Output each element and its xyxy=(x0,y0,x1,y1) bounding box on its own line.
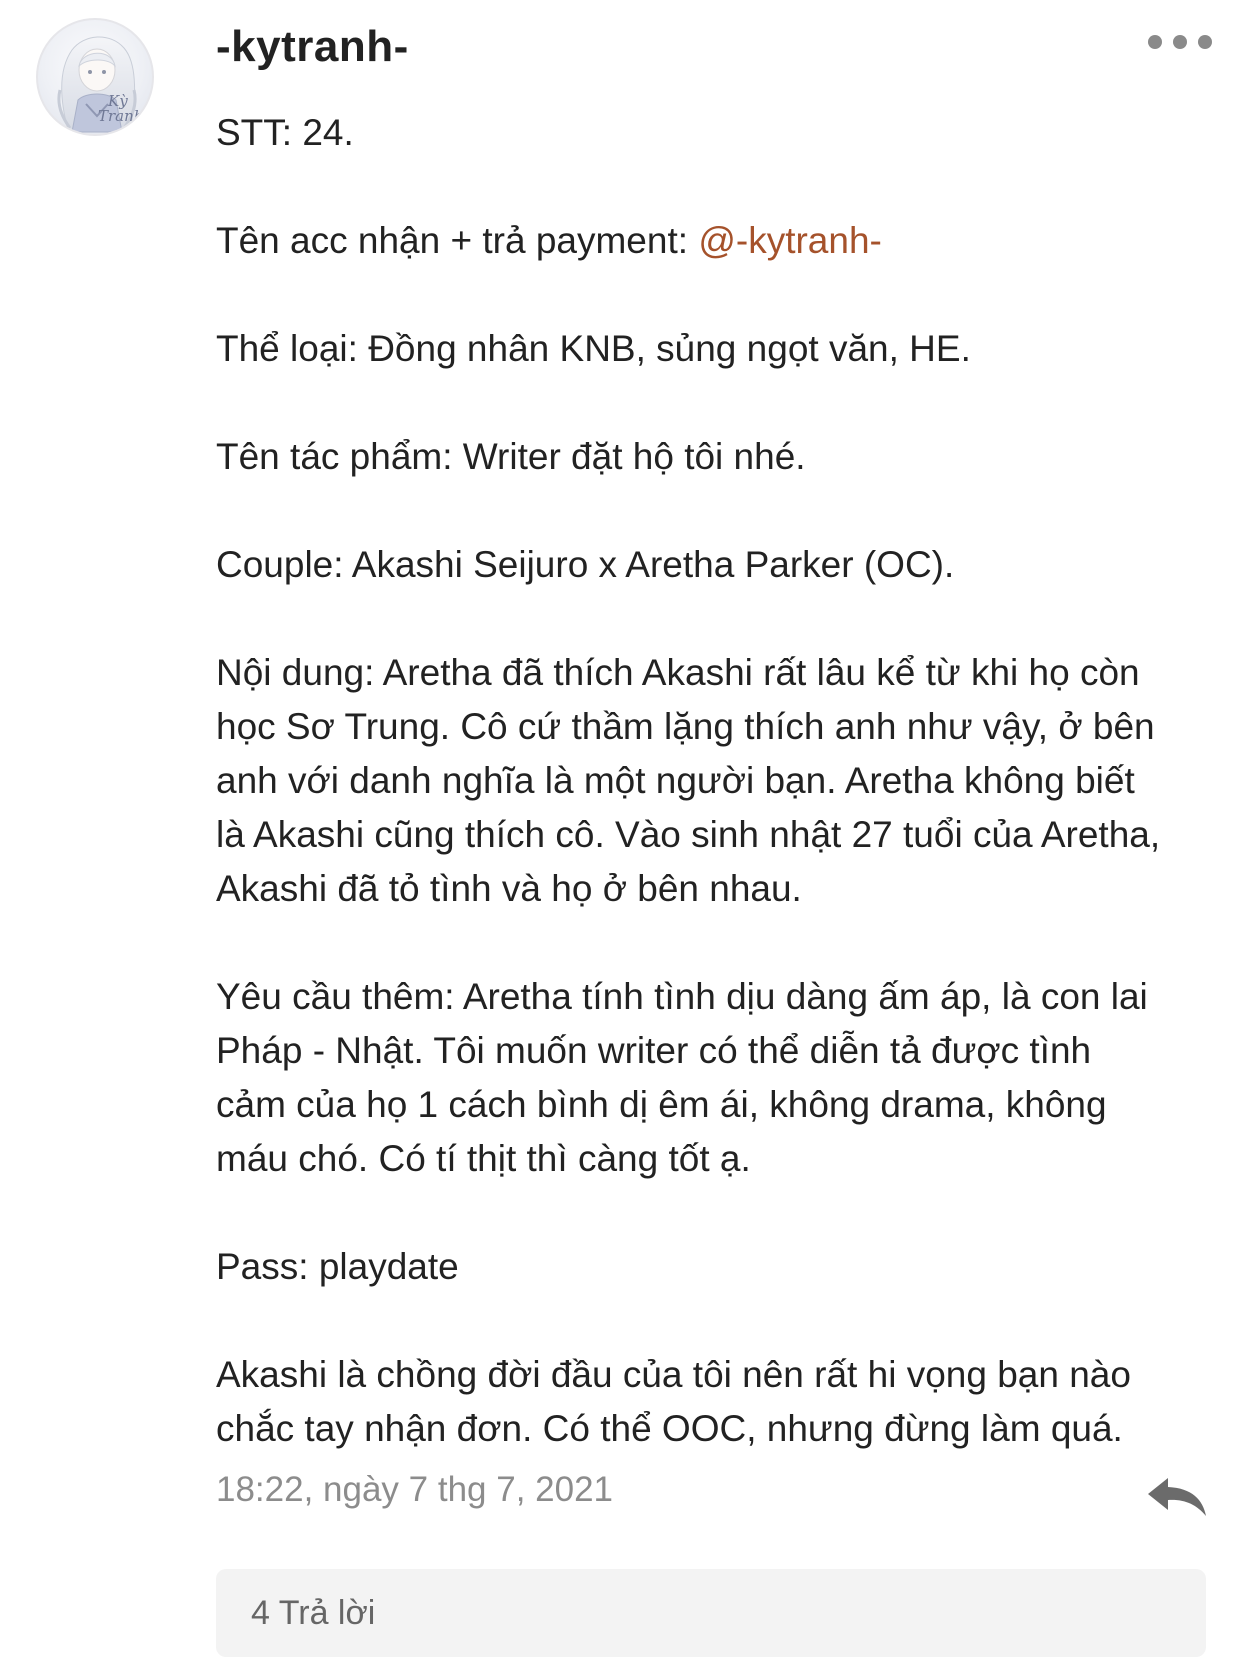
avatar-illustration xyxy=(38,20,154,136)
comment-line: là Akashi cũng thích cô. Vào sinh nhật 27 tuổi của Aretha, xyxy=(216,814,1161,855)
comment-line: Pass: playdate xyxy=(216,1246,459,1287)
replies-count-label: 4 Trả lời xyxy=(251,1593,376,1632)
reply-arrow-icon xyxy=(1146,1474,1208,1518)
more-dots-icon xyxy=(1148,35,1162,49)
reply-button[interactable] xyxy=(1146,1474,1208,1518)
comment-line: máu chó. Có tí thịt thì càng tốt ạ. xyxy=(216,1138,751,1179)
comment-timestamp: 18:22, ngày 7 thg 7, 2021 xyxy=(216,1470,613,1509)
comment-line: Tên tác phẩm: Writer đặt hộ tôi nhé. xyxy=(216,436,806,477)
comment-line: Akashi là chồng đời đầu của tôi nên rất hi vọng bạn nào xyxy=(216,1354,1131,1395)
username[interactable]: -kytranh- xyxy=(216,22,409,71)
more-dots-icon xyxy=(1198,35,1212,49)
avatar[interactable] xyxy=(36,18,154,136)
more-options-button[interactable] xyxy=(1148,28,1212,56)
comment-line: Pháp - Nhật. Tôi muốn writer có thể diễn tả được tình xyxy=(216,1030,1092,1071)
comment-line: chắc tay nhận đơn. Có thể OOC, nhưng đừng làm quá. xyxy=(216,1408,1123,1449)
mention-link[interactable]: @-kytranh- xyxy=(698,220,882,261)
view-replies-button[interactable] xyxy=(216,1569,1206,1657)
comment-line: học Sơ Trung. Cô cứ thầm lặng thích anh như vậy, ở bên xyxy=(216,706,1155,747)
comment-line: Akashi đã tỏ tình và họ ở bên nhau. xyxy=(216,868,802,909)
svg-text:Kỳ: Kỳ xyxy=(108,92,128,110)
comment-line: anh với danh nghĩa là một người bạn. Aretha không biết xyxy=(216,760,1135,801)
svg-text:Tranh: Tranh xyxy=(98,107,144,125)
comment-line: Yêu cầu thêm: Aretha tính tình dịu dàng ấm áp, là con lai xyxy=(216,976,1148,1017)
comment-line-text: Tên acc nhận + trả payment: xyxy=(216,220,699,261)
comment-line: STT: 24. xyxy=(216,112,354,153)
comment-line: Couple: Akashi Seijuro x Aretha Parker (OC). xyxy=(216,544,955,585)
comment-body xyxy=(216,106,1216,1456)
comment-line: cảm của họ 1 cách bình dị êm ái, không drama, không xyxy=(216,1084,1107,1125)
comment-line: Thể loại: Đồng nhân KNB, sủng ngọt văn, HE. xyxy=(216,328,971,369)
comment-line: Nội dung: Aretha đã thích Akashi rất lâu kể từ khi họ còn xyxy=(216,652,1140,693)
more-dots-icon xyxy=(1173,35,1187,49)
comment-line-payment xyxy=(216,214,1216,268)
